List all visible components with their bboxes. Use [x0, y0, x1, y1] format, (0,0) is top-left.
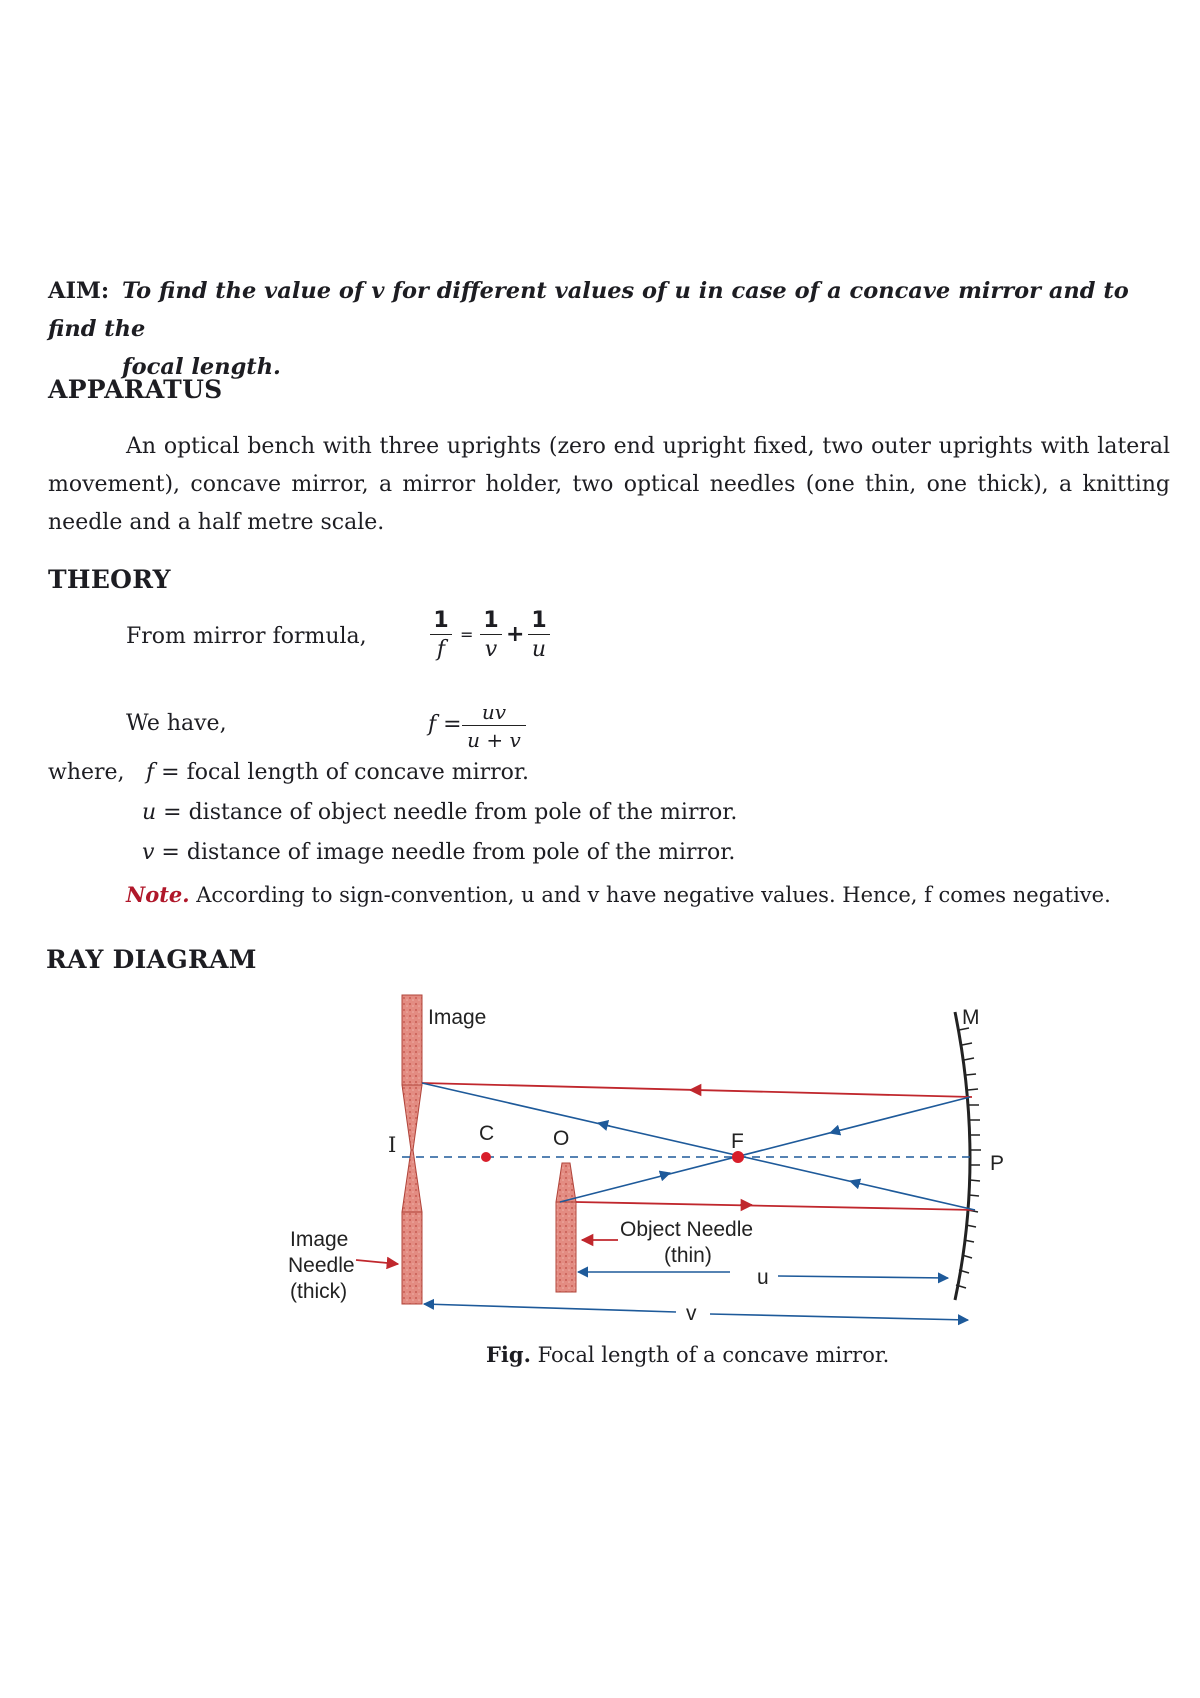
where-label: where,: [48, 760, 125, 785]
object-needle-label-2: (thin): [664, 1244, 712, 1267]
u-label: u: [757, 1266, 769, 1289]
ray-through-f-incident: [560, 1097, 970, 1202]
caption-text: Focal length of a concave mirror.: [530, 1343, 890, 1367]
aim-text-line2: focal length.: [122, 354, 281, 380]
image-needle-label-2: Needle: [288, 1254, 355, 1277]
object-needle-label-1: Object Needle: [620, 1218, 754, 1241]
center-of-curvature-point: [481, 1152, 491, 1162]
aim-label: AIM:: [48, 278, 110, 304]
lhs-denominator: f: [436, 637, 446, 662]
object-needle: [556, 1163, 576, 1292]
v-label: v: [686, 1302, 697, 1325]
lhs-numerator: 1: [433, 608, 449, 633]
concave-mirror: [955, 1012, 981, 1300]
v-arrow-left: [424, 1304, 676, 1312]
f-formula-lhs: f =: [428, 712, 462, 737]
mirror-label: M: [962, 1006, 980, 1029]
figure-caption: [486, 1342, 889, 1367]
caption-prefix: Fig.: [486, 1342, 531, 1367]
formula-plus: +: [506, 622, 525, 647]
def-f: f = focal length of concave mirror.: [146, 760, 530, 785]
v-numerator: 1: [483, 608, 499, 633]
apparatus-paragraph: An optical bench with three uprights (zero end upright fixed, two outer uprights with lateral movement), concave mirror, a mirror holder, two optical needles (one thin, one thick), a knitting needle and a half metre scale.: [48, 434, 1170, 535]
ray-diagram-heading: RAY DIAGRAM: [46, 945, 257, 974]
ray-incident-bottom: [576, 1202, 975, 1210]
theory-heading: THEORY: [48, 565, 171, 594]
def-v: v = distance of image needle from pole of the mirror.: [142, 840, 736, 865]
we-have: We have,: [126, 711, 227, 736]
v-arrow-right: [710, 1314, 968, 1320]
apparatus-heading: APPARATUS: [48, 375, 223, 404]
i-point-label: I: [388, 1133, 397, 1157]
image-needle-label-1: Image: [290, 1228, 349, 1251]
f-point-label: F: [731, 1130, 744, 1153]
note-text: According to sign-convention, u and v have negative values. Hence, f comes negative.: [189, 883, 1111, 907]
image-label: Image: [428, 1006, 487, 1029]
aim-text-line1: To find the value of v for different values of u in case of a concave mirror and to find the: [48, 278, 1129, 342]
rays: [422, 1083, 975, 1210]
pole-label: P: [990, 1152, 1005, 1175]
u-numerator: 1: [531, 608, 547, 633]
c-point-label: C: [479, 1122, 495, 1145]
f-denominator: u + v: [467, 728, 521, 752]
formula-equals: =: [460, 625, 474, 644]
image-needle: [402, 995, 422, 1304]
image-needle-pointer: [356, 1260, 398, 1264]
v-denominator: v: [484, 637, 498, 662]
f-numerator: uv: [481, 700, 507, 724]
ray-through-f-reflected: [422, 1083, 975, 1210]
o-point-label: O: [553, 1127, 570, 1150]
formula-intro: From mirror formula,: [126, 624, 367, 649]
image-needle-label-3: (thick): [290, 1280, 348, 1303]
u-arrow-right: [778, 1276, 948, 1278]
note-label: Note.: [126, 882, 190, 907]
u-denominator: u: [531, 637, 547, 662]
def-u: u = distance of object needle from pole of the mirror.: [142, 800, 738, 825]
